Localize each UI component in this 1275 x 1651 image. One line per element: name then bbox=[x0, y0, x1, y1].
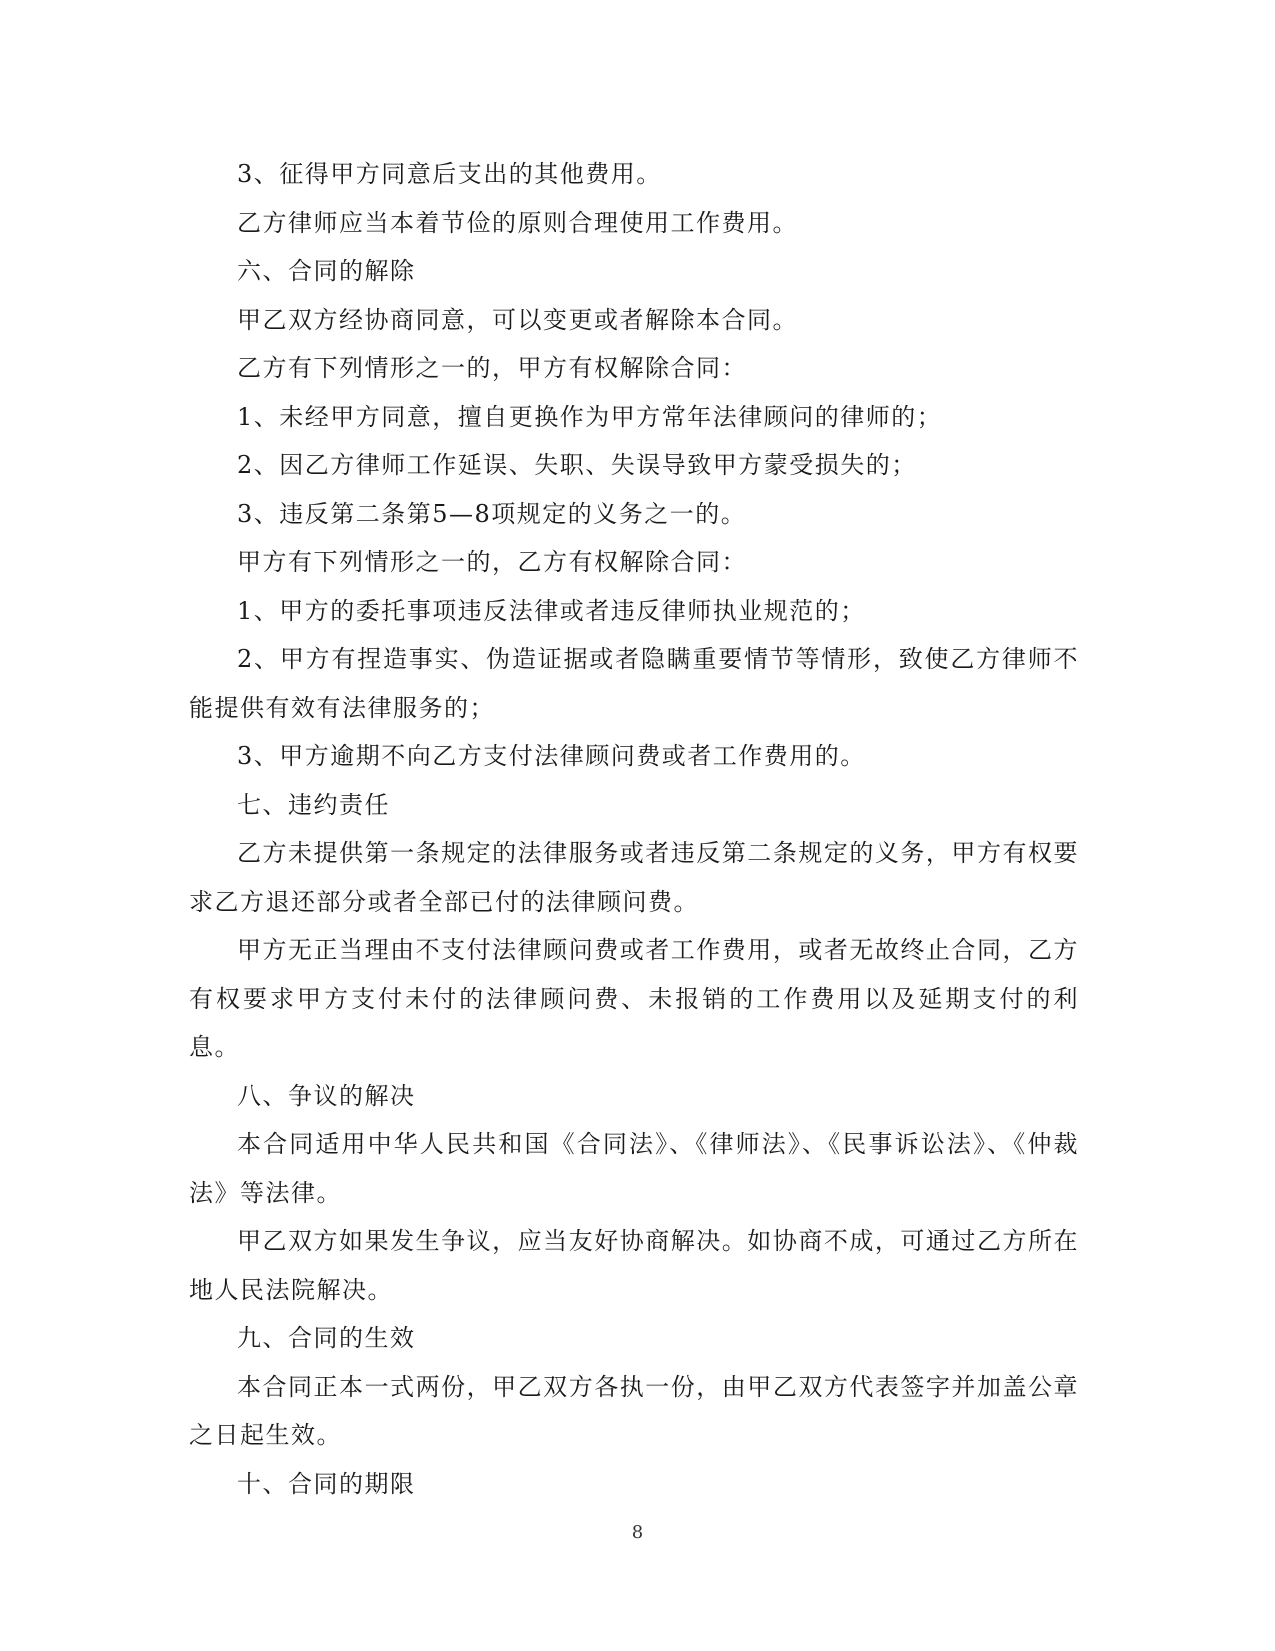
section-heading-disputes: 八、争议的解决 bbox=[237, 1081, 416, 1110]
list-item-b-termination-3: 3、甲方逾期不向乙方支付法律顾问费或者工作费用的。 bbox=[237, 742, 866, 770]
list-item-b-termination-1: 1、甲方的委托事项违反法律或者违反律师执业规范的； bbox=[237, 596, 866, 625]
paragraph-effectiveness: 本合同正本一式两份，甲乙双方各执一份，由甲乙双方代表签字并加盖公章之日起生效。 bbox=[189, 1372, 1079, 1449]
list-item-a-termination-2: 2、因乙方律师工作延误、失职、失误导致甲方蒙受损失的； bbox=[237, 451, 917, 479]
page-body bbox=[189, 150, 1079, 1508]
paragraph-mutual-termination: 甲乙双方经协商同意，可以变更或者解除本合同。 bbox=[237, 305, 798, 334]
paragraph-party-b-termination-intro: 甲方有下列情形之一的，乙方有权解除合同： bbox=[237, 548, 747, 576]
list-item-b-termination-2: 2、甲方有捏造事实、伪造证据或者隐瞒重要情节等情形，致使乙方律师不能提供有效有法律服务的； bbox=[189, 645, 1079, 722]
page-number: 8 bbox=[631, 1522, 644, 1543]
section-heading-liability: 七、违约责任 bbox=[237, 790, 390, 819]
paragraph-liability-party-b: 乙方未提供第一条规定的法律服务或者违反第二条规定的义务，甲方有权要求乙方退还部分或者全部已付的法律顾问费。 bbox=[189, 839, 1079, 916]
paragraph-frugal-use: 乙方律师应当本着节俭的原则合理使用工作费用。 bbox=[237, 208, 798, 237]
list-item-a-termination-1: 1、未经甲方同意，擅自更换作为甲方常年法律顾问的律师的； bbox=[237, 402, 943, 431]
section-heading-effectiveness: 九、合同的生效 bbox=[237, 1324, 416, 1352]
section-heading-termination: 六、合同的解除 bbox=[237, 257, 416, 285]
paragraph-applicable-law: 本合同适用中华人民共和国《合同法》、《律师法》、《民事诉讼法》、《仲裁法》等法律。 bbox=[189, 1130, 1079, 1207]
section-heading-term: 十、合同的期限 bbox=[237, 1469, 416, 1498]
paragraph-party-a-termination-intro: 乙方有下列情形之一的，甲方有权解除合同： bbox=[237, 354, 747, 382]
list-item-a-termination-3: 3、违反第二条第5—8项规定的义务之一的。 bbox=[237, 499, 747, 528]
paragraph-dispute-resolution: 甲乙双方如果发生争议，应当友好协商解决。如协商不成，可通过乙方所在地人民法院解决。 bbox=[189, 1227, 1079, 1304]
paragraph-liability-party-a: 甲方无正当理由不支付法律顾问费或者工作费用，或者无故终止合同，乙方有权要求甲方支付未付的法律顾问费、未报销的工作费用以及延期支付的利息。 bbox=[189, 936, 1079, 1061]
paragraph-expense-3: 3、征得甲方同意后支出的其他费用。 bbox=[237, 160, 662, 188]
